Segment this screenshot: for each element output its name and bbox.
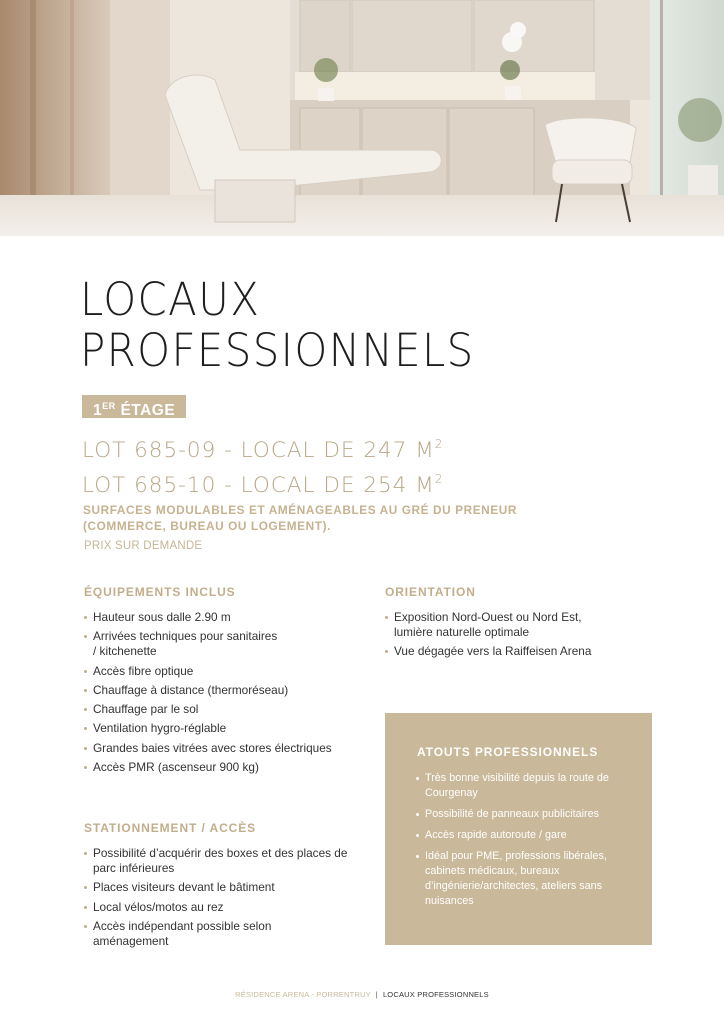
orientation-list xyxy=(385,610,600,664)
hero-image xyxy=(0,0,724,236)
floor-suffix: ER xyxy=(102,401,116,411)
floor-label: ÉTAGE xyxy=(120,402,176,419)
stationnement-list xyxy=(84,846,349,953)
list-item: Grandes baies vitrées avec stores électriques xyxy=(84,741,354,756)
lot-line xyxy=(82,465,443,500)
list-item: Local vélos/motos au rez xyxy=(84,900,349,915)
list-item: Places visiteurs devant le bâtiment xyxy=(84,880,349,895)
list-item: Chauffage par le sol xyxy=(84,702,354,717)
lot-unit-exponent: 2 xyxy=(434,437,444,451)
lot-line xyxy=(82,430,443,465)
page-title xyxy=(80,274,475,376)
atouts-box xyxy=(385,713,652,945)
lot-text: LOT 685-10 - LOCAL DE 254 M xyxy=(82,473,435,498)
list-item: Exposition Nord-Ouest ou Nord Est, lumière naturelle optimale xyxy=(385,610,600,640)
atouts-list xyxy=(416,771,626,915)
list-item: Vue dégagée vers la Raiffeisen Arena xyxy=(385,644,600,659)
lot-unit-exponent: 2 xyxy=(434,472,444,486)
equipements-heading: ÉQUIPEMENTS INCLUS xyxy=(84,585,236,599)
price-text: PRIX SUR DEMANDE xyxy=(84,540,203,552)
intro-text: SURFACES MODULABLES ET AMÉNAGEABLES AU GRÉ DU PRENEUR (COMMERCE, BUREAU OU LOGEMENT). xyxy=(83,503,518,533)
atouts-heading: ATOUTS PROFESSIONNELS xyxy=(417,745,599,759)
lot-text: LOT 685-09 - LOCAL DE 247 M xyxy=(82,438,435,463)
list-item: Accès rapide autoroute / gare xyxy=(416,828,626,843)
footer-residence: RÉSIDENCE ARENA - PORRENTRUY xyxy=(235,990,371,999)
floor-number: 1 xyxy=(93,402,103,419)
orientation-heading: ORIENTATION xyxy=(385,585,476,599)
equipements-list xyxy=(84,610,354,779)
list-item: Accès indépendant possible selon aménagement xyxy=(84,919,293,949)
list-item: Idéal pour PME, professions libérales, cabinets médicaux, bureaux d’ingénierie/architectes, ateliers sans nuisances xyxy=(416,849,626,909)
list-item: Chauffage à distance (thermoréseau) xyxy=(84,683,354,698)
title-line-1: LOCAUX xyxy=(80,273,261,326)
list-item: Très bonne visibilité depuis la route de Courgenay xyxy=(416,771,626,801)
list-item: Possibilité de panneaux publicitaires xyxy=(416,807,626,822)
page-footer xyxy=(0,990,724,999)
list-item: Arrivées techniques pour sanitaires / kitchenette xyxy=(84,629,283,659)
lots-list xyxy=(82,430,443,500)
list-item: Accès fibre optique xyxy=(84,664,354,679)
floor-badge xyxy=(82,395,186,418)
stationnement-heading: STATIONNEMENT / ACCÈS xyxy=(84,821,257,835)
title-line-2: PROFESSIONNELS xyxy=(80,324,475,377)
list-item: Ventilation hygro-réglable xyxy=(84,721,354,736)
list-item: Accès PMR (ascenseur 900 kg) xyxy=(84,760,354,775)
footer-section: LOCAUX PROFESSIONNELS xyxy=(382,990,489,999)
list-item: Hauteur sous dalle 2.90 m xyxy=(84,610,354,625)
list-item: Possibilité d’acquérir des boxes et des places de parc inférieures xyxy=(84,846,349,876)
footer-separator: | xyxy=(375,990,378,999)
